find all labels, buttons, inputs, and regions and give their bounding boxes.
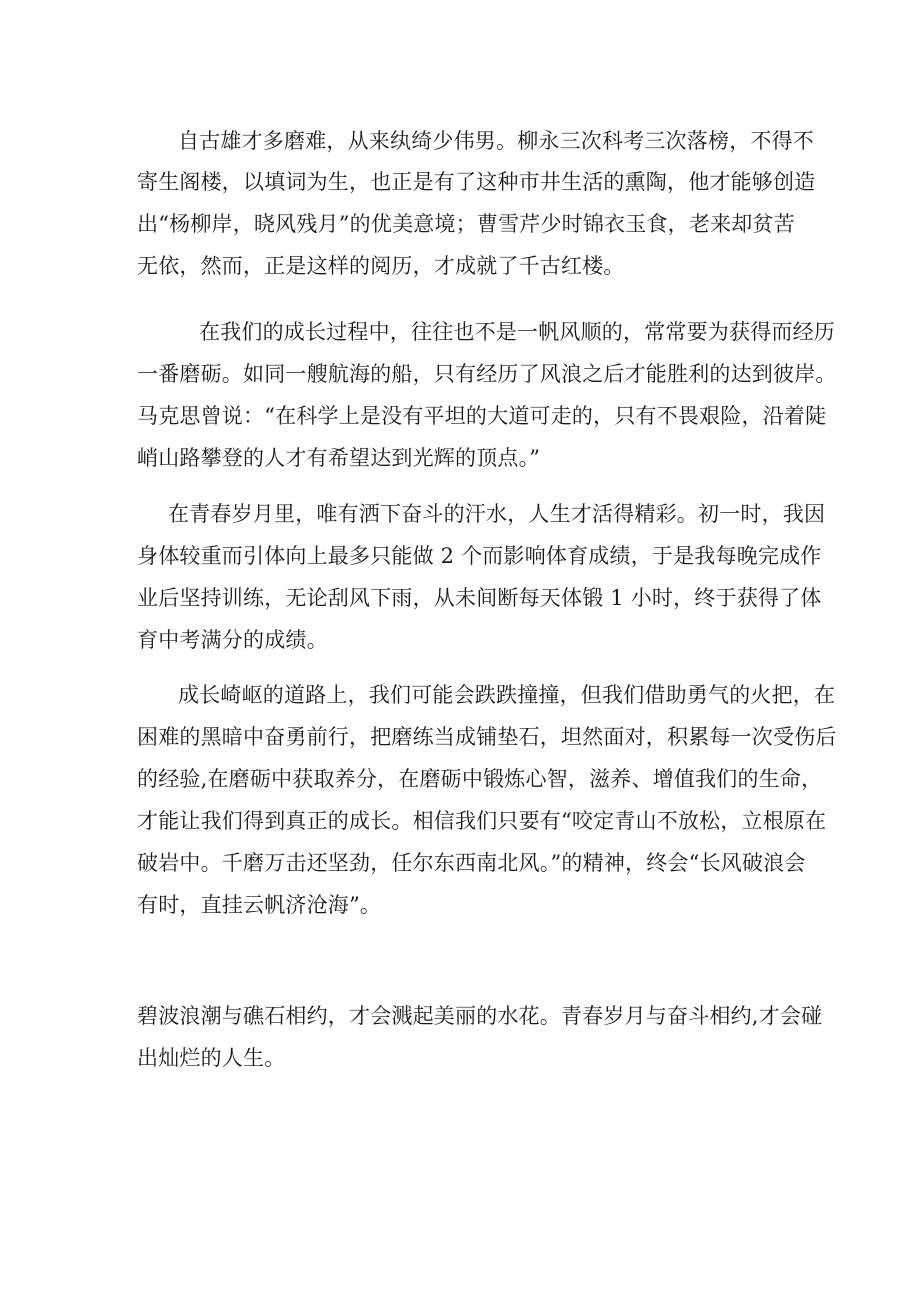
paragraph-line: 自古雄才多磨难，从来纨绮少伟男。柳永三次科考三次落榜，不得不 — [178, 129, 814, 153]
paragraph-line: 寄生阁楼，以填词为生，也正是有了这种市井生活的熏陶，他才能够创造 — [137, 170, 816, 194]
paragraph-line: 无依，然而，正是这样的阅历，才成就了千古红楼。 — [137, 254, 625, 278]
paragraph-line: 碧波浪潮与礁石相约，才会溅起美丽的水花。青春岁月与奋斗相约,才会碰 — [137, 1004, 823, 1028]
paragraph-line: 身体较重而引体向上最多只能做 2 个而影响体育成绩，于是我每晚完成作 — [137, 544, 822, 568]
paragraph-line: 才能让我们得到真正的成长。相信我们只要有“咬定青山不放松，立根原在 — [137, 809, 827, 833]
paragraph-line: 峭山路攀登的人才有希望达到光辉的顶点。” — [137, 446, 541, 470]
paragraph-line: 出灿烂的人生。 — [137, 1046, 286, 1070]
paragraph-line: 一番磨砺。如同一艘航海的船，只有经历了风浪之后才能胜利的达到彼岸。 — [137, 362, 837, 386]
paragraph-line: 出“杨柳岸，晓风残月”的优美意境；曹雪芹少时锦衣玉食，老来却贫苦 — [137, 212, 795, 236]
paragraph-line: 的经验,在磨砺中获取养分，在磨砺中锻炼心智，滋养、增值我们的生命， — [137, 767, 823, 791]
paragraph-line: 成长崎岖的道路上，我们可能会跌跌撞撞，但我们借助勇气的火把，在 — [178, 683, 836, 707]
paragraph-line: 有时，直挂云帆济沧海”。 — [137, 893, 382, 917]
paragraph-line: 困难的黑暗中奋勇前行，把磨练当成铺垫石，坦然面对，积累每一次受伤后 — [137, 725, 837, 749]
paragraph-line: 在青春岁月里，唯有洒下奋斗的汗水，人生才活得精彩。初一时，我因 — [168, 502, 826, 526]
paragraph-line: 马克思曾说：“在科学上是没有平坦的大道可走的，只有不畏艰险，沿着陡 — [137, 404, 827, 428]
paragraph-line: 业后坚持训练，无论刮风下雨，从未间断每天体锻 1 小时，终于获得了体 — [137, 586, 822, 610]
paragraph-line: 育中考满分的成绩。 — [137, 628, 328, 652]
paragraph-line: 在我们的成长过程中，往往也不是一帆风顺的，常常要为获得而经历 — [199, 320, 835, 344]
paragraph-line: 破岩中。千磨万击还坚劲，任尔东西南北风。”的精神，终会“长风破浪会 — [137, 851, 806, 875]
